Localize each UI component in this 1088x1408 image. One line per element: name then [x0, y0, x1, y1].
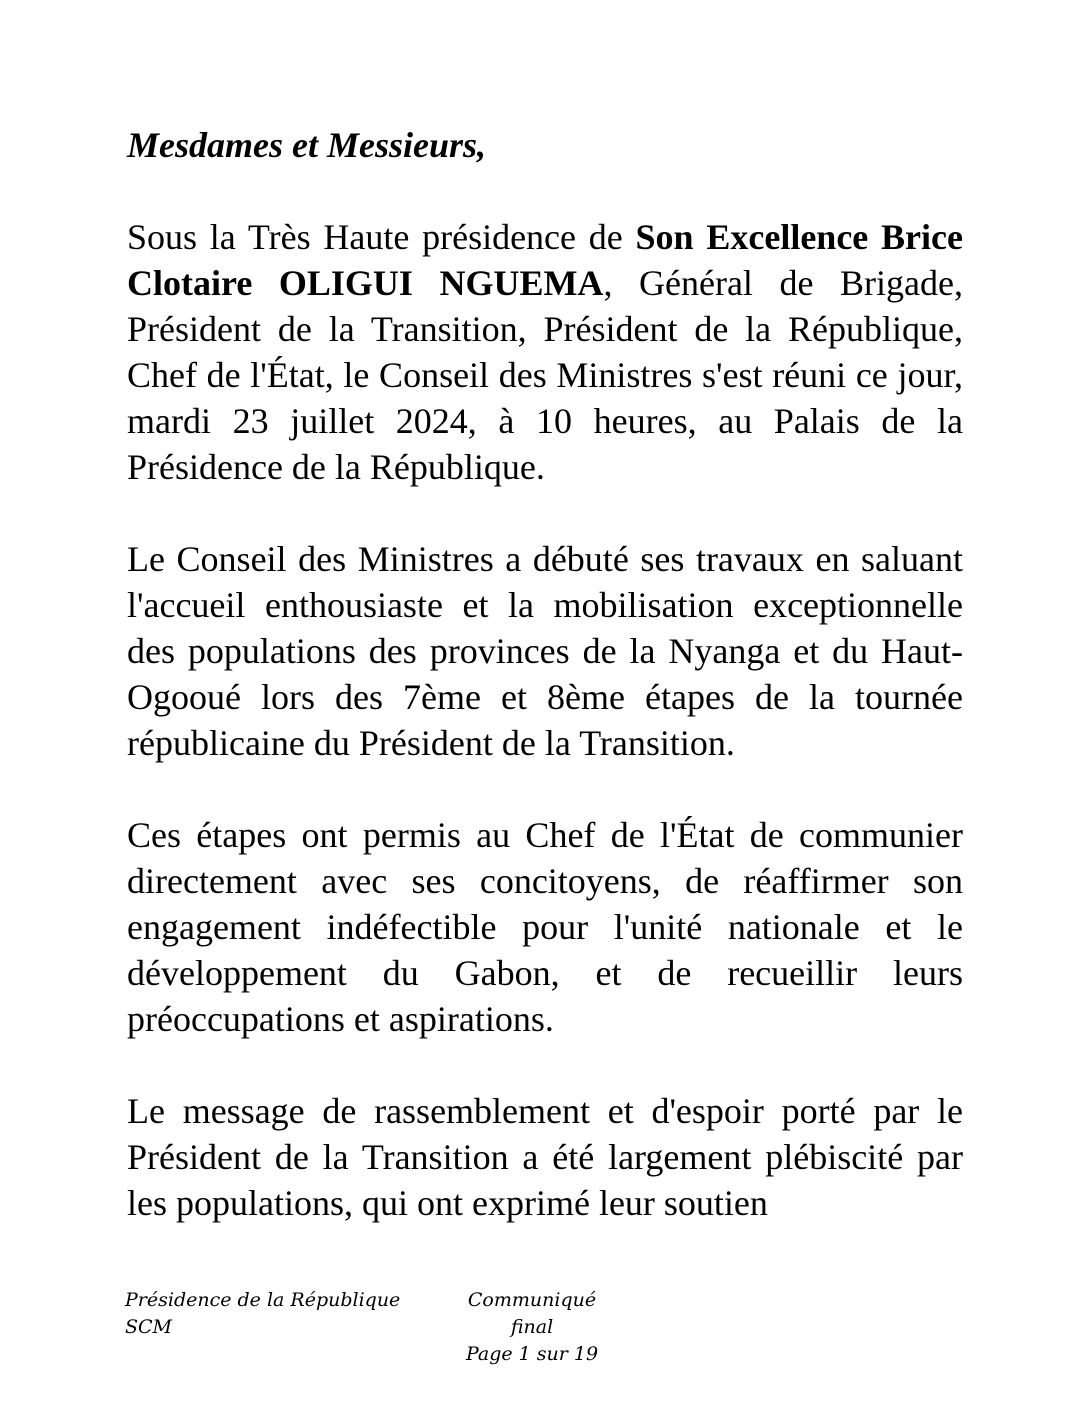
footer-department: SCM — [125, 1316, 173, 1338]
document-body — [127, 122, 963, 1272]
footer-page-number: Page 1 sur 19 — [465, 1343, 599, 1365]
paragraph-1 — [127, 214, 963, 490]
footer-right — [452, 1287, 612, 1368]
paragraph-2: Le Conseil des Ministres a débuté ses travaux en saluant l'accueil enthousiaste et la mobilisation exceptionnelle des populations des provinces de la Nyanga et du Haut-Ogooué lors des 7ème et 8ème étapes de la tournée républicaine du Président de la Transition. — [127, 539, 963, 763]
paragraph-3: Ces étapes ont permis au Chef de l'État de communier directement avec ses concitoyens, de réaffirmer son engagement indéfectible pour l'unité nationale et le développement du Gabon, et de recueillir leurs préoccupations et aspirations. — [127, 815, 963, 1039]
paragraph-text: Sous la Très Haute présidence de — [127, 217, 636, 257]
paragraph-4: Le message de rassemblement et d'espoir porté par le Président de la Transition a été largement plébiscité par les populations, qui ont exprimé leur soutien — [127, 1091, 963, 1223]
footer-left — [125, 1287, 400, 1341]
paragraph-text: , Général de Brigade, Président de la Transition, Président de la République, Chef de l'État, le Conseil des Ministres s'est réuni ce jour, mardi 23 juillet 2024, à 10 heures, au Palais de la Présidence de la République. — [127, 263, 963, 487]
footer-issuer: Présidence de la République — [125, 1289, 401, 1311]
footer-doc-title: Communiqué final — [467, 1289, 597, 1338]
greeting: Mesdames et Messieurs, — [127, 125, 486, 165]
president-name: Son Excellence Brice Clotaire OLIGUI NGUEMA — [127, 217, 963, 303]
